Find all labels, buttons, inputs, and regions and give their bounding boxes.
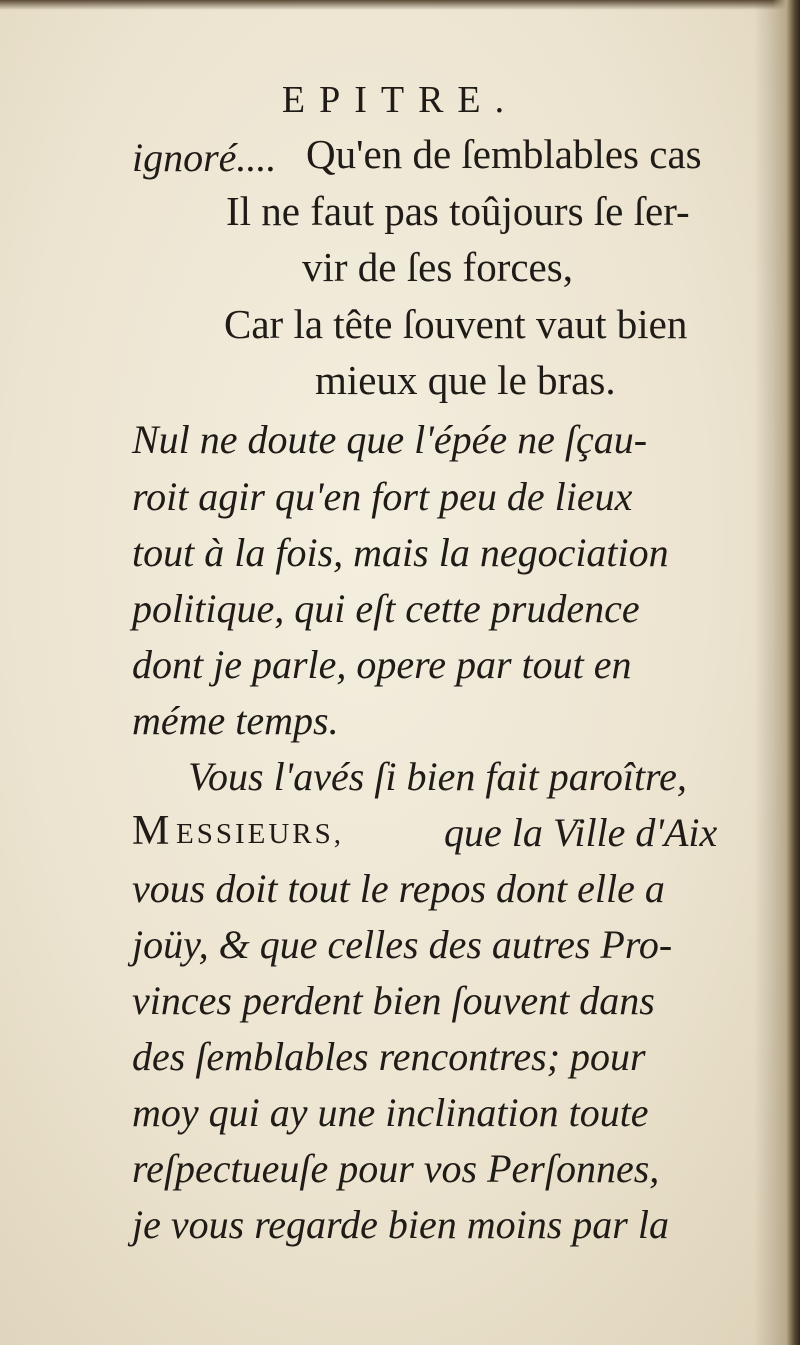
text-line-13-italic: que la Ville d'Aix bbox=[444, 810, 718, 855]
text-line-6: Nul ne doute que l'épée ne ſçau- bbox=[132, 417, 648, 462]
text-line-5: mieux que le bras. bbox=[315, 357, 616, 403]
text-line-10: dont je parle, opere par tout en bbox=[132, 642, 632, 687]
page-top-edge bbox=[0, 0, 800, 10]
text-line-14: vous doit tout le repos dont elle a bbox=[132, 866, 665, 911]
text-line-16: vinces perdent bien ſouvent dans bbox=[132, 978, 655, 1023]
text-line-8: tout à la fois, mais la negociation bbox=[132, 530, 669, 575]
text-line-17: des ſemblables rencontres; pour bbox=[132, 1034, 646, 1079]
text-line-19: reſpectueuſe pour vos Perſonnes, bbox=[132, 1146, 660, 1191]
text-line-13-initial: M bbox=[132, 808, 170, 854]
text-line-2: Il ne faut pas toûjours ſe ſer- bbox=[226, 188, 690, 234]
text-line-1-roman: Qu'en de ſemblables cas bbox=[306, 131, 702, 177]
running-head: EPITRE. bbox=[281, 79, 519, 121]
page-gutter-edge bbox=[754, 0, 800, 1345]
text-line-12: Vous l'avés ſi bien fait paroître, bbox=[188, 754, 687, 799]
text-line-7: roit agir qu'en fort peu de lieux bbox=[132, 474, 633, 519]
text-line-15: joüy, & que celles des autres Pro- bbox=[132, 922, 673, 967]
text-line-13-smallcaps: ESSIEURS, bbox=[176, 818, 345, 850]
text-line-11: méme temps. bbox=[132, 698, 339, 743]
text-line-20: je vous regarde bien moins par la bbox=[132, 1202, 669, 1247]
text-line-9: politique, qui eſt cette prudence bbox=[132, 586, 640, 631]
text-line-4: Car la tête ſouvent vaut bien bbox=[224, 301, 688, 347]
text-line-1-italic: ignoré.... bbox=[132, 135, 277, 180]
text-line-3: vir de ſes forces, bbox=[302, 244, 573, 290]
text-line-18: moy qui ay une inclination toute bbox=[132, 1090, 649, 1135]
